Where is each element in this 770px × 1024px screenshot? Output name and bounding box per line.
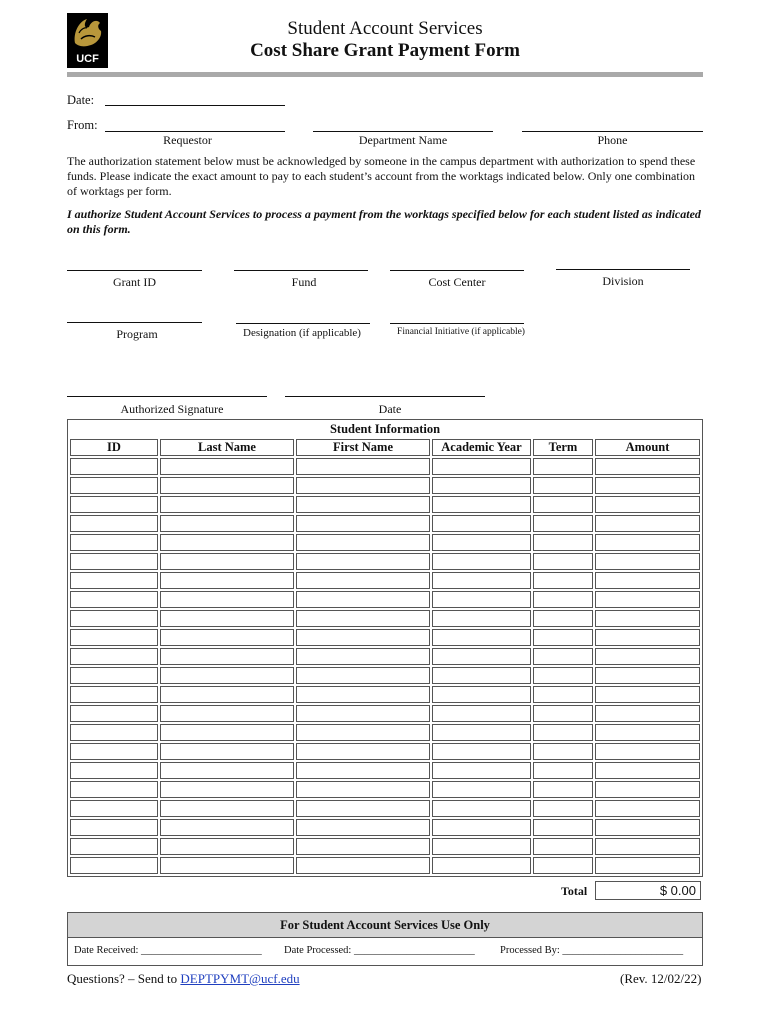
table-row (70, 610, 700, 627)
table-cell[interactable] (432, 458, 531, 475)
table-cell[interactable] (296, 591, 430, 608)
table-cell[interactable] (533, 553, 593, 570)
column-header: Term (533, 439, 593, 456)
table-cell[interactable] (296, 610, 430, 627)
table-cell[interactable] (160, 705, 294, 722)
table-cell[interactable] (296, 648, 430, 665)
table-row (70, 857, 700, 874)
table-cell[interactable] (432, 743, 531, 760)
table-cell[interactable] (296, 477, 430, 494)
footer-questions (67, 971, 300, 987)
table-cell[interactable] (296, 838, 430, 855)
phone-field[interactable] (522, 131, 703, 132)
table-cell[interactable] (533, 819, 593, 836)
table-cell[interactable] (432, 857, 531, 874)
date-label: Date: (67, 93, 95, 107)
table-row (70, 705, 700, 722)
table-cell[interactable] (595, 686, 700, 703)
student-information-table (67, 419, 703, 877)
table-cell[interactable] (160, 819, 294, 836)
table-cell[interactable] (432, 496, 531, 513)
table-row (70, 724, 700, 741)
table-cell[interactable] (70, 762, 158, 779)
column-header: Amount (595, 439, 700, 456)
table-cell[interactable] (160, 496, 294, 513)
table-cell[interactable] (296, 819, 430, 836)
table-cell[interactable] (160, 838, 294, 855)
table-row (70, 838, 700, 855)
table-cell[interactable] (160, 743, 294, 760)
table-cell[interactable] (533, 591, 593, 608)
questions-text: Questions? – Send to (67, 971, 181, 986)
table-cell[interactable] (533, 610, 593, 627)
table-row (70, 648, 700, 665)
table-cell[interactable] (533, 857, 593, 874)
cost-center-field[interactable] (390, 270, 524, 271)
logo-text: UCF (76, 53, 99, 65)
program-caption: Program (116, 327, 158, 341)
table-cell[interactable] (533, 629, 593, 646)
table-cell[interactable] (70, 477, 158, 494)
table-row (70, 534, 700, 551)
table-row (70, 781, 700, 798)
table-cell[interactable] (533, 477, 593, 494)
designation-field[interactable] (236, 323, 370, 324)
total-label: Total (561, 884, 588, 898)
table-cell[interactable] (160, 762, 294, 779)
table-cell[interactable] (296, 743, 430, 760)
table-cell[interactable] (160, 648, 294, 665)
cost-center-caption: Cost Center (428, 275, 486, 289)
table-cell[interactable] (595, 705, 700, 722)
table-cell[interactable] (296, 800, 430, 817)
table-cell[interactable] (533, 686, 593, 703)
signature-date-field[interactable] (285, 396, 485, 397)
table-cell[interactable] (296, 857, 430, 874)
table-cell[interactable] (160, 781, 294, 798)
grant-id-field[interactable] (67, 270, 202, 271)
table-cell[interactable] (70, 629, 158, 646)
office-use-box (67, 912, 703, 966)
table-cell[interactable] (533, 838, 593, 855)
signature-caption: Authorized Signature (120, 402, 224, 416)
department-field[interactable] (313, 131, 493, 132)
table-cell[interactable] (432, 534, 531, 551)
table-cell[interactable] (296, 781, 430, 798)
table-cell[interactable] (432, 724, 531, 741)
table-cell[interactable] (70, 553, 158, 570)
table-cell[interactable] (70, 610, 158, 627)
table-cell[interactable] (70, 667, 158, 684)
table-cell[interactable] (70, 857, 158, 874)
table-cell[interactable] (296, 686, 430, 703)
table-cell[interactable] (595, 515, 700, 532)
fund-field[interactable] (234, 270, 368, 271)
table-cell[interactable] (160, 610, 294, 627)
table-cell[interactable] (160, 667, 294, 684)
table-cell[interactable] (296, 629, 430, 646)
division-caption: Division (602, 274, 644, 288)
column-header: First Name (296, 439, 430, 456)
table-cell[interactable] (595, 534, 700, 551)
table-cell[interactable] (432, 648, 531, 665)
program-field[interactable] (67, 322, 202, 323)
table-caption: Student Information (329, 422, 441, 436)
table-cell[interactable] (533, 800, 593, 817)
table-cell[interactable] (533, 648, 593, 665)
table-cell[interactable] (296, 534, 430, 551)
date-received-field[interactable]: Date Received: _______________________ (74, 945, 262, 956)
table-cell[interactable] (432, 553, 531, 570)
table-cell[interactable] (595, 591, 700, 608)
table-cell[interactable] (595, 781, 700, 798)
table-cell[interactable] (432, 591, 531, 608)
page-title: Student Account Services (287, 18, 483, 39)
table-cell[interactable] (432, 515, 531, 532)
signature-date-caption: Date (378, 402, 402, 416)
table-cell[interactable] (595, 819, 700, 836)
table-cell[interactable] (432, 800, 531, 817)
table-cell[interactable] (432, 610, 531, 627)
table-cell[interactable] (70, 515, 158, 532)
table-cell[interactable] (296, 458, 430, 475)
table-cell[interactable] (595, 477, 700, 494)
table-cell[interactable] (296, 572, 430, 589)
table-cell[interactable] (533, 515, 593, 532)
table-cell[interactable] (160, 629, 294, 646)
table-cell[interactable] (595, 800, 700, 817)
table-cell[interactable] (160, 515, 294, 532)
email-link[interactable]: DEPTPYMT@ucf.edu (180, 971, 300, 986)
table-cell[interactable] (160, 534, 294, 551)
grant-id-caption: Grant ID (113, 275, 156, 289)
table-cell[interactable] (432, 667, 531, 684)
processed-by-field[interactable]: Processed By: _______________________ (500, 945, 684, 956)
table-cell[interactable] (432, 477, 531, 494)
table-row (70, 819, 700, 836)
table-cell[interactable] (160, 591, 294, 608)
table-cell[interactable] (70, 781, 158, 798)
table-cell[interactable] (296, 553, 430, 570)
requestor-field[interactable] (105, 131, 285, 132)
table-cell[interactable] (533, 781, 593, 798)
table-cell[interactable] (296, 496, 430, 513)
table-row (70, 591, 700, 608)
table-cell[interactable] (296, 705, 430, 722)
table-cell[interactable] (160, 800, 294, 817)
table-cell[interactable] (70, 686, 158, 703)
table-row (70, 667, 700, 684)
column-header: Last Name (160, 439, 294, 456)
table-cell[interactable] (533, 458, 593, 475)
date-field[interactable] (105, 105, 285, 106)
header-divider (67, 72, 703, 77)
table-cell[interactable] (432, 838, 531, 855)
table-cell[interactable] (70, 819, 158, 836)
phone-caption: Phone (597, 133, 628, 147)
table-cell[interactable] (70, 743, 158, 760)
table-cell[interactable] (533, 743, 593, 760)
table-row (70, 629, 700, 646)
table-cell[interactable] (160, 553, 294, 570)
department-caption: Department Name (358, 133, 448, 147)
financial-initiative-caption: Financial Initiative (if applicable) (397, 327, 525, 337)
signature-field[interactable] (67, 396, 267, 397)
table-cell[interactable] (160, 477, 294, 494)
table-cell[interactable] (160, 686, 294, 703)
from-label: From: (67, 118, 98, 132)
table-row (70, 477, 700, 494)
authorization-text: I authorize Student Account Services to process a payment from the worktags specified below for each student listed as indicated on this form. (67, 207, 701, 236)
table-cell[interactable] (70, 572, 158, 589)
form-title: Cost Share Grant Payment Form (250, 40, 520, 61)
table-cell[interactable] (432, 762, 531, 779)
designation-caption: Designation (if applicable) (243, 327, 361, 339)
division-field[interactable] (556, 269, 690, 270)
table-cell[interactable] (533, 762, 593, 779)
table-cell[interactable] (70, 648, 158, 665)
table-cell[interactable] (70, 534, 158, 551)
table-cell[interactable] (595, 724, 700, 741)
table-cell[interactable] (533, 496, 593, 513)
table-cell[interactable] (533, 667, 593, 684)
requestor-caption: Requestor (163, 133, 212, 147)
date-processed-field[interactable]: Date Processed: _______________________ (284, 945, 475, 956)
table-cell[interactable] (432, 572, 531, 589)
table-row (70, 496, 700, 513)
table-cell[interactable] (533, 572, 593, 589)
table-cell[interactable] (432, 705, 531, 722)
table-cell[interactable] (70, 496, 158, 513)
table-cell[interactable] (296, 515, 430, 532)
table-row (70, 800, 700, 817)
table-cell[interactable] (595, 762, 700, 779)
table-cell[interactable] (595, 496, 700, 513)
table-cell[interactable] (70, 800, 158, 817)
table-cell[interactable] (595, 572, 700, 589)
table-cell[interactable] (595, 857, 700, 874)
table-header-row (70, 439, 700, 456)
financial-initiative-field[interactable] (390, 323, 524, 324)
table-cell[interactable] (595, 838, 700, 855)
table-cell[interactable] (595, 667, 700, 684)
table-cell[interactable] (70, 458, 158, 475)
table-cell[interactable] (70, 838, 158, 855)
table-cell[interactable] (160, 572, 294, 589)
table-row (70, 458, 700, 475)
fund-caption: Fund (291, 275, 317, 289)
table-cell[interactable] (595, 610, 700, 627)
table-cell[interactable] (296, 724, 430, 741)
table-row (70, 515, 700, 532)
table-cell[interactable] (595, 629, 700, 646)
table-row (70, 686, 700, 703)
table-cell[interactable] (533, 724, 593, 741)
table-cell[interactable] (533, 705, 593, 722)
table-cell[interactable] (296, 762, 430, 779)
table-cell[interactable] (595, 743, 700, 760)
table-row (70, 572, 700, 589)
table-cell[interactable] (296, 667, 430, 684)
table-cell[interactable] (432, 686, 531, 703)
table-cell[interactable] (160, 857, 294, 874)
table-cell[interactable] (595, 648, 700, 665)
column-header: ID (70, 439, 158, 456)
authorization-statement: The authorization statement below must be acknowledged by someone in the campus department with authorization to spend these funds. Please indicate the exact amount to pay to each student’s account from the worktags indicated below. Only one combination of worktags per form. (67, 154, 696, 198)
revision-label: (Rev. 12/02/22) (620, 971, 702, 986)
table-cell[interactable] (160, 458, 294, 475)
table-cell[interactable] (160, 724, 294, 741)
table-cell[interactable] (533, 534, 593, 551)
table-row (70, 743, 700, 760)
table-cell[interactable] (432, 629, 531, 646)
office-use-title: For Student Account Services Use Only (68, 913, 702, 938)
table-cell[interactable] (595, 458, 700, 475)
table-cell[interactable] (595, 553, 700, 570)
table-cell[interactable] (70, 591, 158, 608)
table-cell[interactable] (432, 819, 531, 836)
total-amount: $ 0.00 (595, 881, 701, 900)
column-header: Academic Year (432, 439, 531, 456)
table-cell[interactable] (432, 781, 531, 798)
table-cell[interactable] (70, 724, 158, 741)
table-row (70, 762, 700, 779)
table-cell[interactable] (70, 705, 158, 722)
table-row (70, 553, 700, 570)
